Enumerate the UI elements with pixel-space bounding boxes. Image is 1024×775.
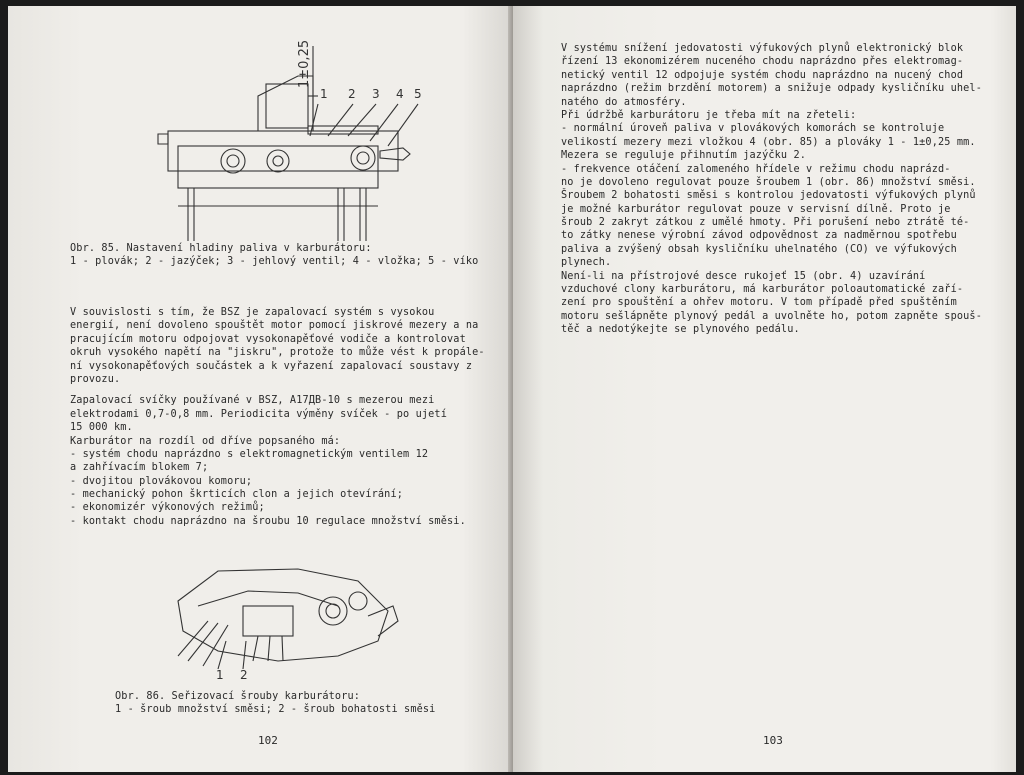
page-number-right: 103 bbox=[763, 734, 783, 747]
text-line: velikostí mezery mezi vložkou 4 (obr. 85) a plováky 1 - 1±0,25 mm. bbox=[561, 136, 976, 148]
text-line: 15 000 km. bbox=[70, 422, 133, 434]
text-line: energií, není dovoleno spouštět motor pomocí jiskrové mezery a na bbox=[70, 320, 479, 332]
page-number-left: 102 bbox=[258, 734, 278, 747]
text-line: provozu. bbox=[70, 373, 121, 385]
text-line: šroub 2 zakryt zátkou z umělé hmoty. Při porušení nebo ztrátě té- bbox=[561, 217, 970, 229]
text-line: ní vysokonapěťových součástek a k vyřazení zapalovací soustavy z bbox=[70, 360, 473, 372]
figure-85-drawing bbox=[148, 36, 448, 246]
text-line: - dvojitou plovákovou komoru; bbox=[70, 475, 253, 487]
text-line: no je dovoleno regulovat pouze šroubem 1 (obr. 86) množství směsi. bbox=[561, 176, 976, 188]
caption-line: 1 - šroub množství směsi; 2 - šroub bohatosti směsi bbox=[115, 704, 436, 716]
left-body-text bbox=[70, 306, 485, 528]
figure-85-dimension: 1±0,25 bbox=[297, 39, 312, 88]
right-page bbox=[513, 6, 1016, 772]
text-line: - normální úroveň paliva v plovákových komorách se kontroluje bbox=[561, 123, 945, 135]
text-line: netický ventil 12 odpojuje systém chodu naprázdno na nucený chod bbox=[561, 69, 964, 81]
text-line: - mechanický pohon škrticích clon a jejich otevírání; bbox=[70, 489, 404, 501]
figure-86-callout-1: 1 bbox=[216, 668, 224, 681]
text-line: pracujícím motoru odpojovat vysokonapěťové vodiče a kontrolovat bbox=[70, 333, 466, 345]
text-line: - kontakt chodu naprázdno na šroubu 10 regulace množství směsi. bbox=[70, 515, 466, 527]
text-line: plynech. bbox=[561, 257, 612, 269]
text-line: a zahřívacím blokem 7; bbox=[70, 462, 209, 474]
figure-85-caption bbox=[70, 242, 478, 269]
right-body-text bbox=[561, 42, 982, 337]
text-line: vzduchové clony karburátoru, má karburátor poloautomatické zaří- bbox=[561, 284, 964, 296]
text-line: V systému snížení jedovatosti výfukových plynů elektronický blok bbox=[561, 43, 964, 54]
text-line: Při údržbě karburátoru je třeba mít na zřeteli: bbox=[561, 109, 857, 121]
figure-85-callout-4: 4 bbox=[396, 87, 404, 101]
text-line: je možné karburátor regulovat pouze v servisní dílně. Proto je bbox=[561, 203, 951, 215]
text-line: to zátky nenese výrobní závod odpovědnost za nadměrnou spotřebu bbox=[561, 230, 957, 242]
figure-85-callout-3: 3 bbox=[372, 87, 380, 101]
text-line: natého do atmosféry. bbox=[561, 96, 687, 108]
text-line: okruh vysokého napětí na "jiskru", protože to může vést k propále- bbox=[70, 347, 485, 359]
text-line: Šroubem 2 bohatosti směsi s kontrolou jedovatosti výfukových plynů bbox=[561, 190, 976, 202]
text-line: zení pro spouštění a ohřev motoru. V tom případě před spuštěním bbox=[561, 297, 957, 309]
caption-line: Obr. 86. Seřizovací šrouby karburátoru: bbox=[115, 691, 361, 702]
text-line: motoru sešlápněte plynový pedál a uvolněte ho, potom zapněte spouš- bbox=[561, 310, 982, 322]
text-line: - frekvence otáčení zalomeného hřídele v režimu chodu naprázd- bbox=[561, 163, 951, 175]
text-line: Karburátor na rozdíl od dříve popsaného má: bbox=[70, 435, 341, 447]
figure-85-callout-5: 5 bbox=[414, 87, 422, 101]
text-line: řízení 13 ekonomizérem nuceného chodu naprázdno přes elektromag- bbox=[561, 56, 964, 68]
text-line: naprázdno (režim brzdění motorem) a snižuje odpady kysličníku uhel- bbox=[561, 83, 982, 95]
text-line: V souvislosti s tím, že BSZ je zapalovací systém s vysokou bbox=[70, 307, 435, 318]
figure-85-callout-2: 2 bbox=[348, 87, 356, 101]
figure-85-callout-1: 1 bbox=[320, 87, 328, 101]
text-line: - systém chodu naprázdno s elektromagnetickým ventilem 12 bbox=[70, 448, 429, 460]
left-page bbox=[8, 6, 513, 772]
text-line: - ekonomizér výkonových režimů; bbox=[70, 502, 265, 514]
text-line: Není-li na přístrojové desce rukojeť 15 (obr. 4) uzavírání bbox=[561, 270, 926, 282]
text-line: těč a nedotýkejte se plynového pedálu. bbox=[561, 324, 800, 336]
text-line: paliva a zvýšený obsah kysličníku uhelnatého (CO) ve výfukových bbox=[561, 243, 957, 255]
figure-86-drawing bbox=[158, 561, 408, 681]
book-spread bbox=[8, 6, 1016, 772]
text-line: Zapalovací svíčky používané v BSZ, A17ДВ-10 s mezerou mezi bbox=[70, 395, 435, 407]
text-line: elektrodami 0,7-0,8 mm. Periodicita výměny svíček - po ujetí bbox=[70, 408, 448, 420]
text-line: Mezera se reguluje přihnutím jazýčku 2. bbox=[561, 150, 807, 162]
caption-line: 1 - plovák; 2 - jazýček; 3 - jehlový ventil; 4 - vložka; 5 - víko bbox=[70, 256, 479, 268]
caption-line: Obr. 85. Nastavení hladiny paliva v karburátoru: bbox=[70, 243, 372, 254]
figure-86-caption bbox=[115, 690, 435, 717]
figure-86-callout-2: 2 bbox=[240, 668, 248, 681]
